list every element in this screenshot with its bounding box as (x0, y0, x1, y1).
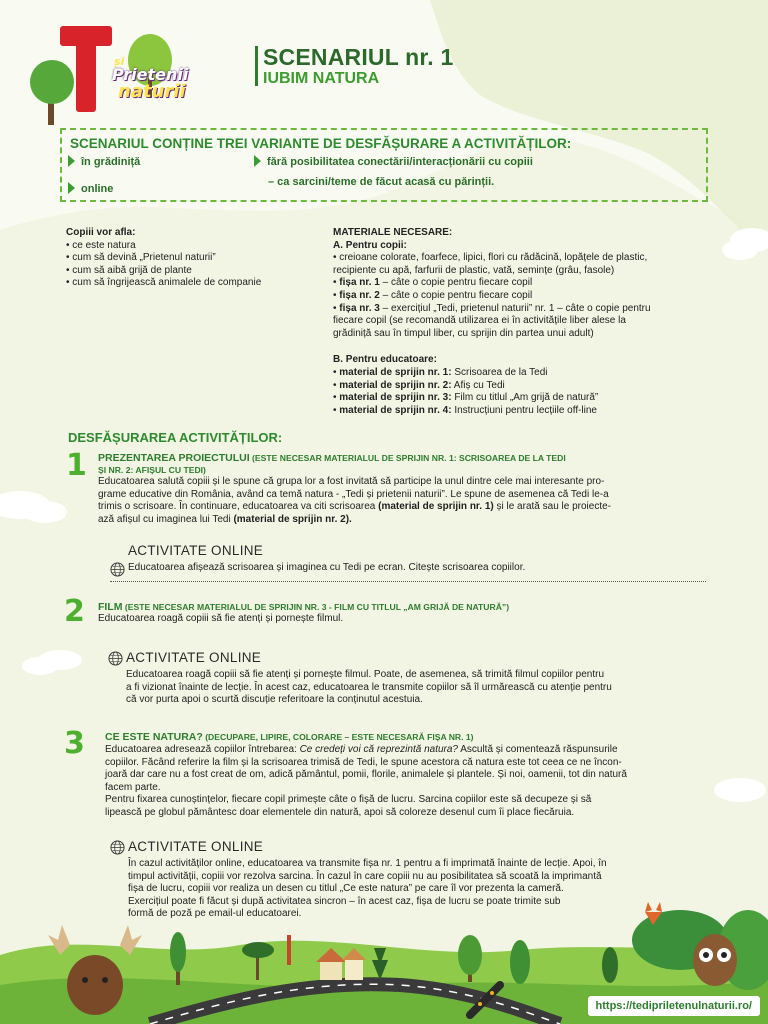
text-bold: (material de sprijin nr. 2). (233, 513, 352, 525)
list-item: • material de sprijin nr. 4: Instrucțiuni pentru lecțiile off-line (333, 404, 597, 416)
item-text: Afiș cu Tedi (451, 379, 505, 391)
step-title-note: (ESTE NECESAR MATERIALUL DE SPRIJIN NR. 1: SCRISOAREA DE LA TEDI (249, 453, 566, 463)
item-text: Scrisoarea de la Tedi (451, 366, 548, 378)
online-heading: ACTIVITATE ONLINE (128, 543, 264, 558)
text-line: Pentru fixarea cunoștințelor, fiecare copil primește câte o fișă de lucru. Sarcina copiilor este să decupeze și să (105, 794, 592, 806)
step-title-text: PREZENTAREA PROIECTULUI (98, 452, 250, 464)
variant-item (254, 155, 533, 168)
text-line (105, 744, 711, 757)
text-bold: (material de sprijin nr. 1) (378, 501, 494, 513)
online-text: Educatoarea afișează scrisoarea și imaginea cu Tedi pe ecran. Citește scrisoarea copiilor. (128, 562, 526, 573)
text-line: Educatoarea salută copiii și le spune că grupa lor a fost invitată să participe la unul dintre cele mai interesante pro- (98, 476, 605, 487)
text-line: că vor purta apoi o scurtă discuție referitoare la conținutul acestuia. (126, 694, 423, 706)
learn-heading: Copiii vor afla: (66, 227, 136, 238)
text-line: fișa de lucru, copiii vor realiza un desen cu titlul „Ce este natura” pe care îl vor prezenta la cameră. (128, 883, 564, 895)
page-subtitle: IUBIM NATURA (263, 70, 380, 87)
online-text (128, 858, 713, 921)
text-line (98, 501, 708, 514)
text-line: facem parte. (105, 781, 161, 793)
item-bold: material de sprijin nr. 1: (339, 366, 452, 378)
materials-b-heading: B. Pentru educatoare: (333, 354, 437, 366)
variant-item (68, 182, 113, 195)
step-title (98, 452, 698, 476)
materials-heading: MATERIALE NECESARE: (333, 227, 453, 238)
item-bold: fișa nr. 3 (339, 302, 380, 314)
online-heading: ACTIVITATE ONLINE (128, 839, 264, 854)
online-heading: ACTIVITATE ONLINE (126, 650, 262, 665)
text-span: ază afișul cu imaginea lui Tedi (98, 513, 234, 525)
step-title-note: (DECUPARE, LIPIRE, COLORARE – ESTE NECESARĂ FIȘA NR. 1) (202, 732, 474, 742)
variants-title: SCENARIUL CONȚINE TREI VARIANTE DE DESFĂȘURARE A ACTIVITĂȚILOR: (70, 136, 572, 151)
list-item: • material de sprijin nr. 3: Film cu titlul „Am grijă de natură” (333, 392, 599, 404)
tedi-logo (28, 22, 188, 132)
list-item: recipiente cu apă, farfurii de plastic, vată, semințe (grâu, fasole) (333, 264, 615, 276)
logo-text (112, 56, 188, 101)
globe-icon (108, 651, 123, 666)
text-italic: Ce credeți voi că reprezintă natura? (299, 744, 458, 755)
list-item: • fișa nr. 3 – exercițiul „Tedi, prietenul naturii” nr. 1 – câte o copie pentru (333, 302, 651, 314)
materials-a-heading: A. Pentru copii: (333, 239, 407, 251)
list-item: • creioane colorate, foarfece, lipici, flori cu rădăcină, lopățele de plastic, (333, 252, 648, 264)
list-item: • cum să devină „Prietenul naturii” (66, 252, 216, 264)
step-number: 2 (64, 594, 85, 629)
list-item: • cum să îngrijească animalele de companie (66, 277, 262, 289)
step-description (98, 476, 708, 526)
text-line: a fi vizionat înainte de lecție. În acest caz, educatoarea le transmite copiilor să îl urmărească cu atenție pentru (126, 681, 612, 693)
logo-line2: Prietenii (112, 65, 189, 84)
list-item: • material de sprijin nr. 1: Scrisoarea de la Tedi (333, 366, 548, 378)
text-span: trimis o scrisoare. În continuare, educatoarea va citi scrisoarea (98, 501, 379, 513)
item-bold: fișa nr. 2 (339, 289, 380, 301)
text-line: lipească pe globul pământesc doar elementele din natură, apoi să coloreze desenul cum îi place fiecăruia. (105, 806, 575, 818)
arrow-right-icon (68, 155, 75, 167)
owl-icon (693, 934, 737, 986)
text-span: și le arată sau le proiecte- (493, 501, 611, 513)
logo-line3: naturii (118, 81, 186, 102)
list-item: • fișa nr. 1 – câte o copie pentru fiecare copil (333, 277, 533, 289)
list-item: • material de sprijin nr. 2: Afiș cu Tedi (333, 379, 505, 391)
variant-item (68, 155, 140, 168)
item-text: – câte o copie pentru fiecare copil (379, 289, 533, 301)
item-bold: material de sprijin nr. 3: (339, 392, 452, 404)
materials-section (333, 227, 743, 417)
step-title-text: FILM (98, 601, 123, 613)
step-title-text: CE ESTE NATURA? (105, 731, 203, 743)
list-item: grădiniță sau în timpul liber, cu sprijin din partea unui adult) (333, 327, 594, 339)
step-number: 1 (66, 448, 87, 483)
list-item: • ce este natura (66, 239, 136, 251)
text-line: Exercițiul poate fi făcut și după activitatea sincron – în acest caz, fișa de lucru se poate trimite sub (128, 895, 561, 907)
step-title-note: ȘI NR. 2: AFIȘUL CU TEDI) (98, 465, 206, 475)
item-bold: material de sprijin nr. 4: (339, 404, 452, 416)
step-title (105, 731, 715, 743)
text-line (98, 514, 708, 527)
page-title: SCENARIUL nr. 1 (263, 44, 454, 70)
item-text: Film cu titlul „Am grijă de natură” (451, 392, 599, 404)
item-bold: material de sprijin nr. 2: (339, 379, 452, 391)
item-text: Instrucțiuni pentru lecțiile off-line (451, 404, 597, 416)
variant-label: fără posibilitatea conectării/interacționării cu copiii (267, 156, 533, 168)
text-line: copiilor. Făcând referire la film și la scrisoarea trimisă de Tedi, le spune acestora că natura este tot ceea ce ne încon- (105, 756, 622, 768)
text-line: timpul activității, copiii vor rezolva sarcina. În cazul în care copiii nu au posibilitatea să scoată la imprimantă (128, 870, 602, 882)
arrow-right-icon (254, 155, 261, 167)
learn-section (66, 227, 321, 290)
step-number: 3 (64, 726, 85, 761)
step-description (105, 744, 711, 820)
step-description: Educatoarea roagă copiii să fie atenți și pornește filmul. (98, 613, 344, 624)
globe-icon (110, 840, 125, 855)
list-item: • fișa nr. 2 – câte o copie pentru fiecare copil (333, 289, 533, 301)
list-item: • cum să aibă grijă de plante (66, 264, 192, 276)
text-span: Ascultă și comentează răspunsurile (458, 744, 618, 755)
item-text: – câte o copie pentru fiecare copil (379, 277, 533, 289)
text-span: Educatoarea adresează copiilor întrebarea: (105, 744, 300, 755)
variant-label: online (81, 183, 114, 195)
text-line: În cazul activităților online, educatoarea va transmite fișa nr. 1 pentru a fi imprimată înainte de lecție. Apoi, în (128, 858, 607, 869)
globe-icon (110, 562, 125, 577)
arrow-right-icon (68, 182, 75, 194)
item-text: – exercițiul „Tedi, prietenul naturii” nr. 1 – câte o copie pentru (379, 302, 651, 314)
text-line: formă de poză pe email-ul educatoarei. (128, 908, 302, 920)
list-item: fiecare copil (se recomandă utilizarea ei în activitățile liber alese la (333, 315, 626, 327)
item-bold: fișa nr. 1 (339, 277, 380, 289)
step-title-note: (ESTE NECESAR MATERIALUL DE SPRIJIN NR. 3 - FILM CU TITLUL „AM GRIJĂ DE NATURĂ”) (122, 602, 510, 612)
header-divider (255, 46, 258, 86)
text-line: Educatoarea roagă copiii să fie atenți și pornește filmul. Poate, de asemenea, să trimită filmul copiilor pentru (126, 669, 605, 680)
online-text (126, 669, 716, 707)
variant-label: în grădiniță (81, 156, 141, 168)
variant-item-continuation: – ca sarcini/teme de făcut acasă cu părinții. (268, 176, 495, 188)
divider (110, 581, 706, 582)
step-title (98, 601, 718, 613)
text-line: joară dar care nu a fost creat de om, adică pământul, pomii, florile, animalele și plantele. Și noi, oamenii, tot din natură (105, 769, 627, 781)
website-link[interactable]: https://tedipriletenulnaturii.ro/ (588, 996, 760, 1016)
activities-title: DESFĂȘURAREA ACTIVITĂȚILOR: (68, 430, 283, 445)
tedi-t-logo-icon (58, 22, 114, 114)
logo-line1: și (114, 55, 125, 68)
text-line: grame educative din România, având ca temă natura - „Tedi și prietenii naturii”. Le spune de asemenea că Tedi le-a (98, 488, 609, 500)
